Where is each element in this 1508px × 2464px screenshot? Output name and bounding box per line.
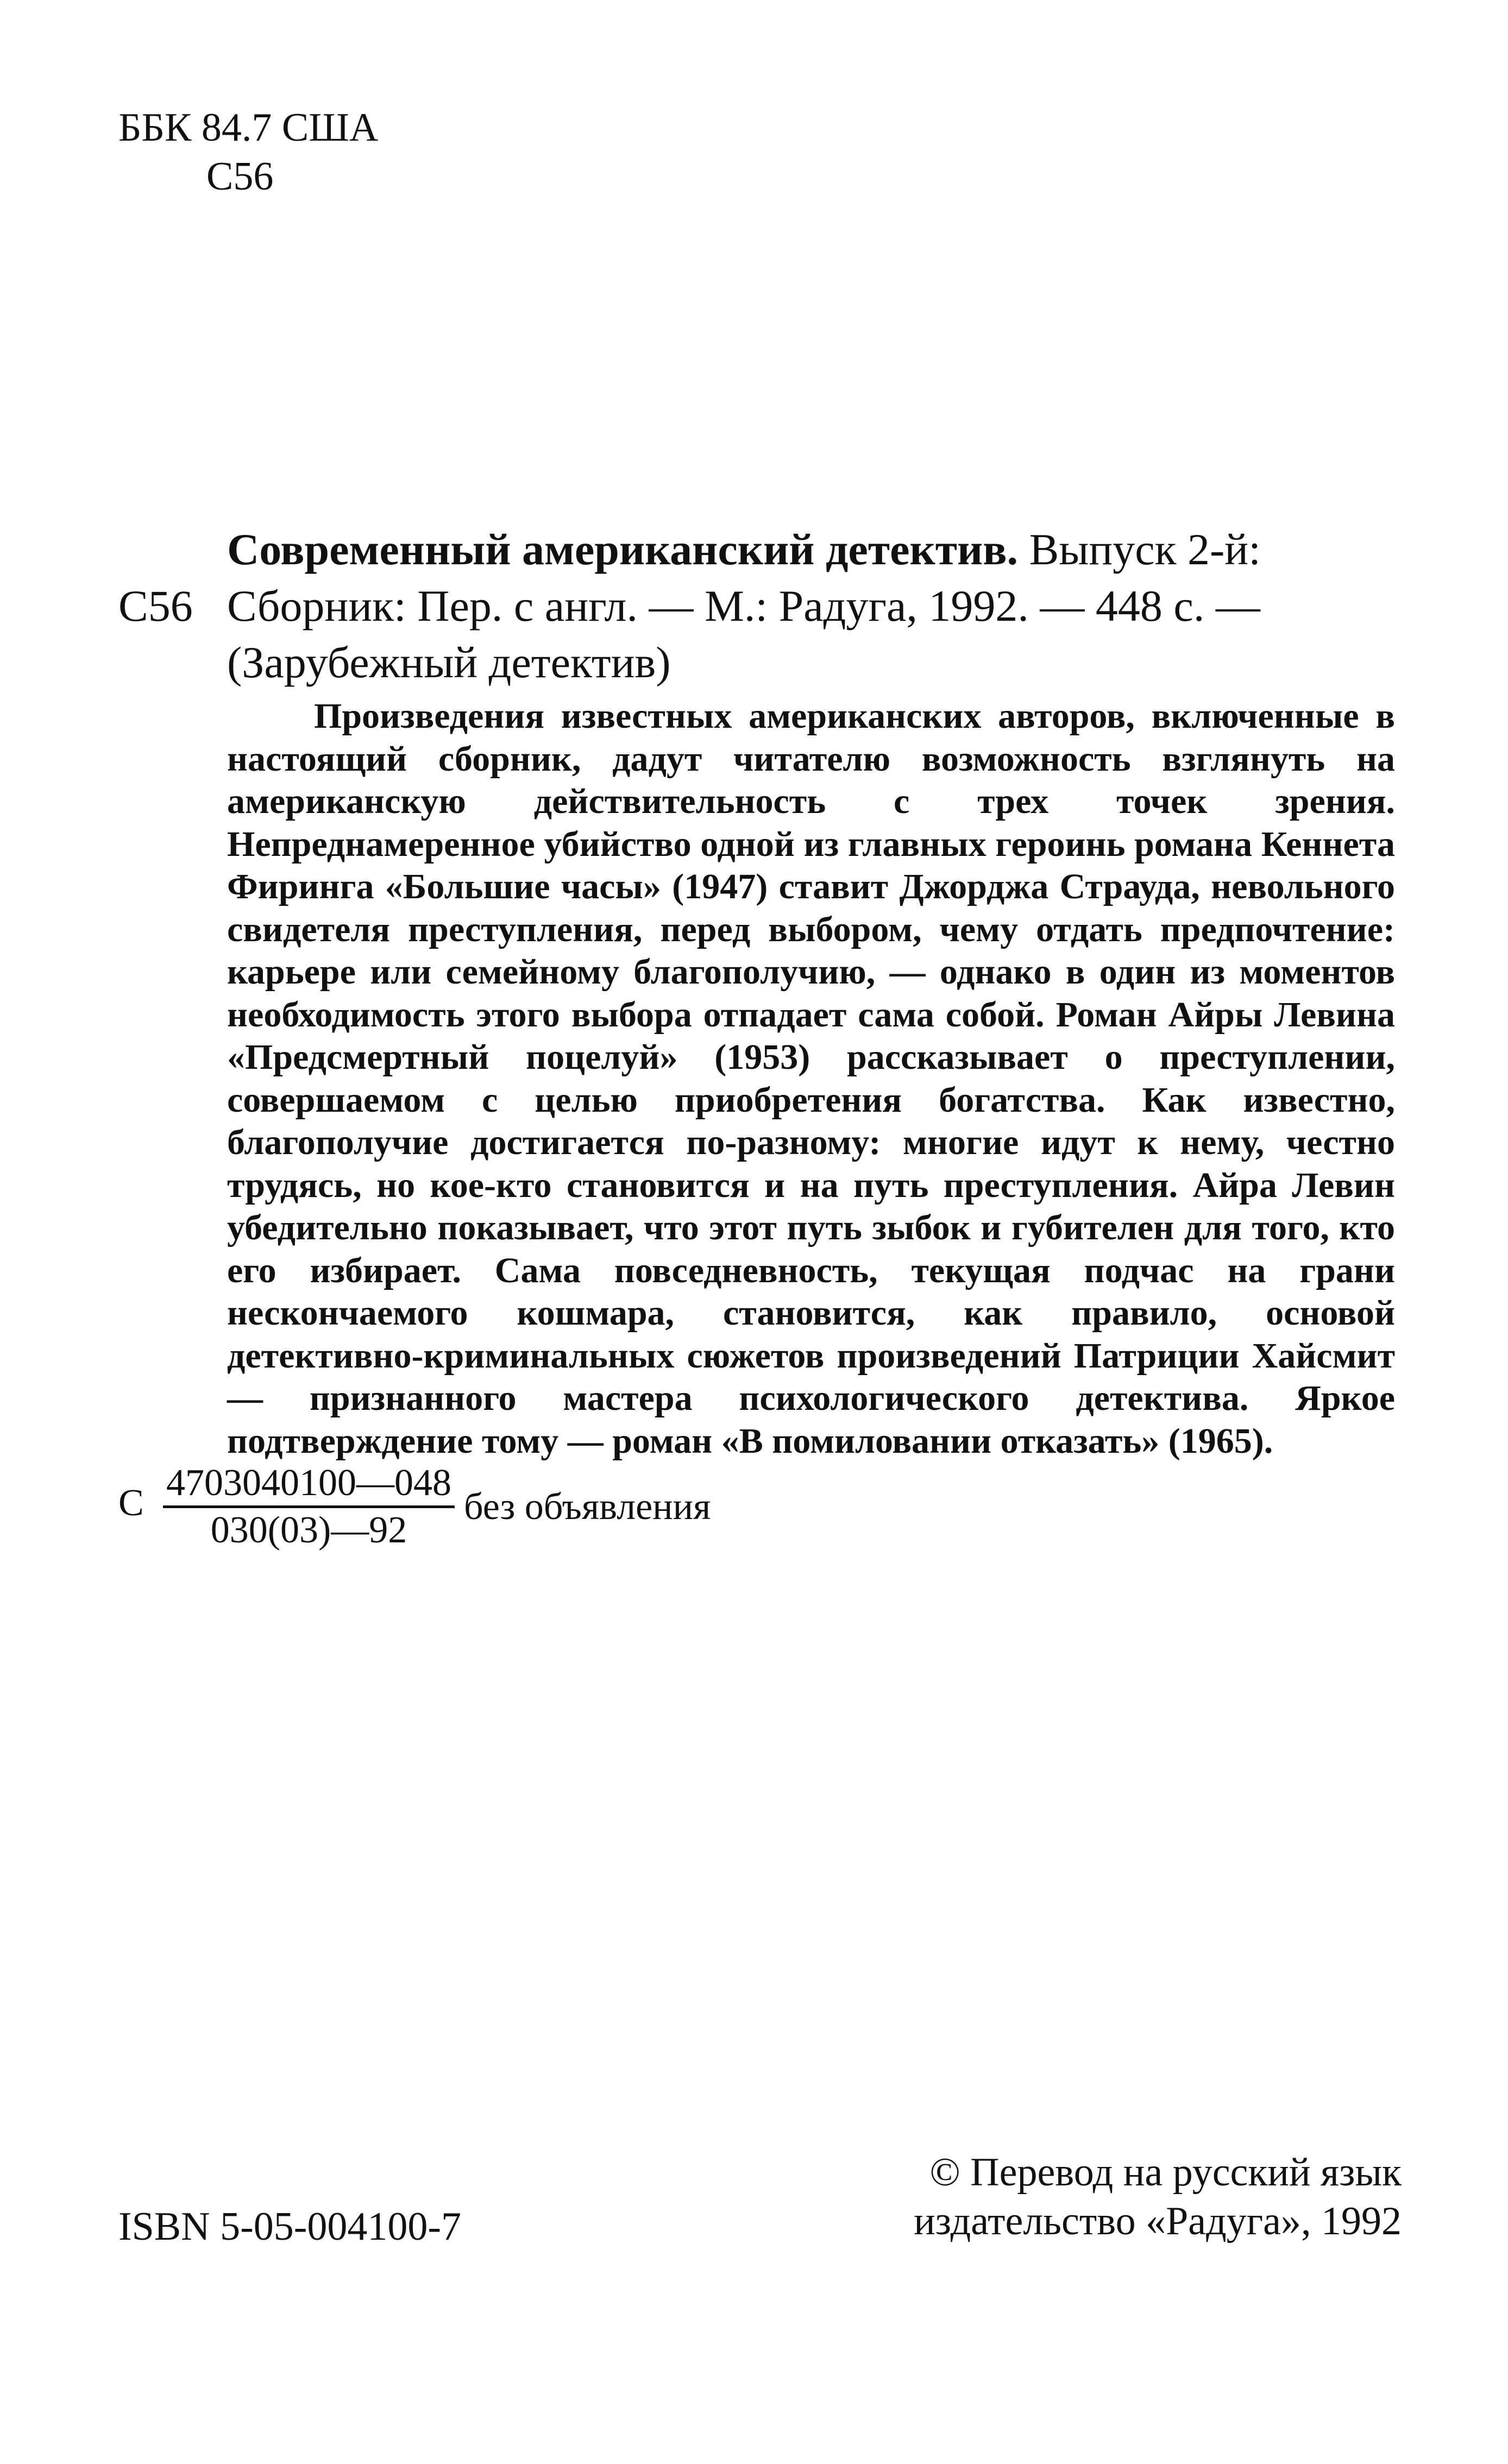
catalog-code-note: без объявления: [464, 1486, 711, 1528]
catalog-code-fraction: [163, 1461, 455, 1553]
bbk-classification: ББК 84.7 США: [118, 105, 379, 150]
book-title: Современный американский детектив.: [227, 525, 1019, 574]
catalog-code-numerator: 4703040100—048: [163, 1461, 455, 1508]
catalog-code-letter: С: [118, 1482, 144, 1524]
issue-number: Выпуск 2-й:: [1018, 525, 1261, 574]
catalog-code-denominator: 030(03)—92: [210, 1509, 407, 1551]
bibliography-line-2: Сборник: Пер. с англ. — М.: Радуга, 1992. — 448 с. —: [227, 581, 1260, 631]
bibliography-series: (Зарубежный детектив): [227, 638, 671, 687]
copyright-line-2: издательство «Радуга», 1992: [914, 2199, 1402, 2244]
bibliography-author-mark: С56: [118, 581, 193, 631]
annotation-paragraph: Произведения известных американских авторов, включенные в настоящий сборник, дадут читателю возможность взглянуть на американскую действительность с трех точек зрения. Непреднамеренное убийство одной из главных героинь романа Кеннета Фиринга «Большие часы» (1947) ставит Джорджа Страуда, невольного свидетеля преступления, перед выбором, чему отдать предпочтение: карьере или семейному благополучию, — однако в один из моментов необходимость этого выбора отпадает сама собой. Роман Айры Левина «Предсмертный поцелуй» (1953) рассказывает о преступлении, совершаемом с целью приобретения богатства. Как известно, благополучие достигается по-разному: многие идут к нему, честно трудясь, но кое-кто становится и на путь преступления. Айра Левин убедительно показывает, что этот путь зыбок и губителен для того, кто его избирает. Сама повседневность, текущая подчас на грани нескончаемого кошмара, становится, как правило, основой детективно-криминальных сюжетов произведений Патриции Хайсмит — признанного мастера психологического детектива. Яркое подтверждение тому — роман «В помиловании отказать» (1965).: [227, 696, 1395, 1461]
copyright-line-1: © Перевод на русский язык: [929, 2150, 1402, 2195]
isbn-number: ISBN 5-05-004100-7: [118, 2204, 462, 2249]
bibliographic-record: [227, 521, 1395, 691]
copyright-notice: [885, 2148, 1402, 2246]
bibliography-line-1: [227, 521, 1395, 578]
author-mark: С56: [206, 154, 274, 199]
